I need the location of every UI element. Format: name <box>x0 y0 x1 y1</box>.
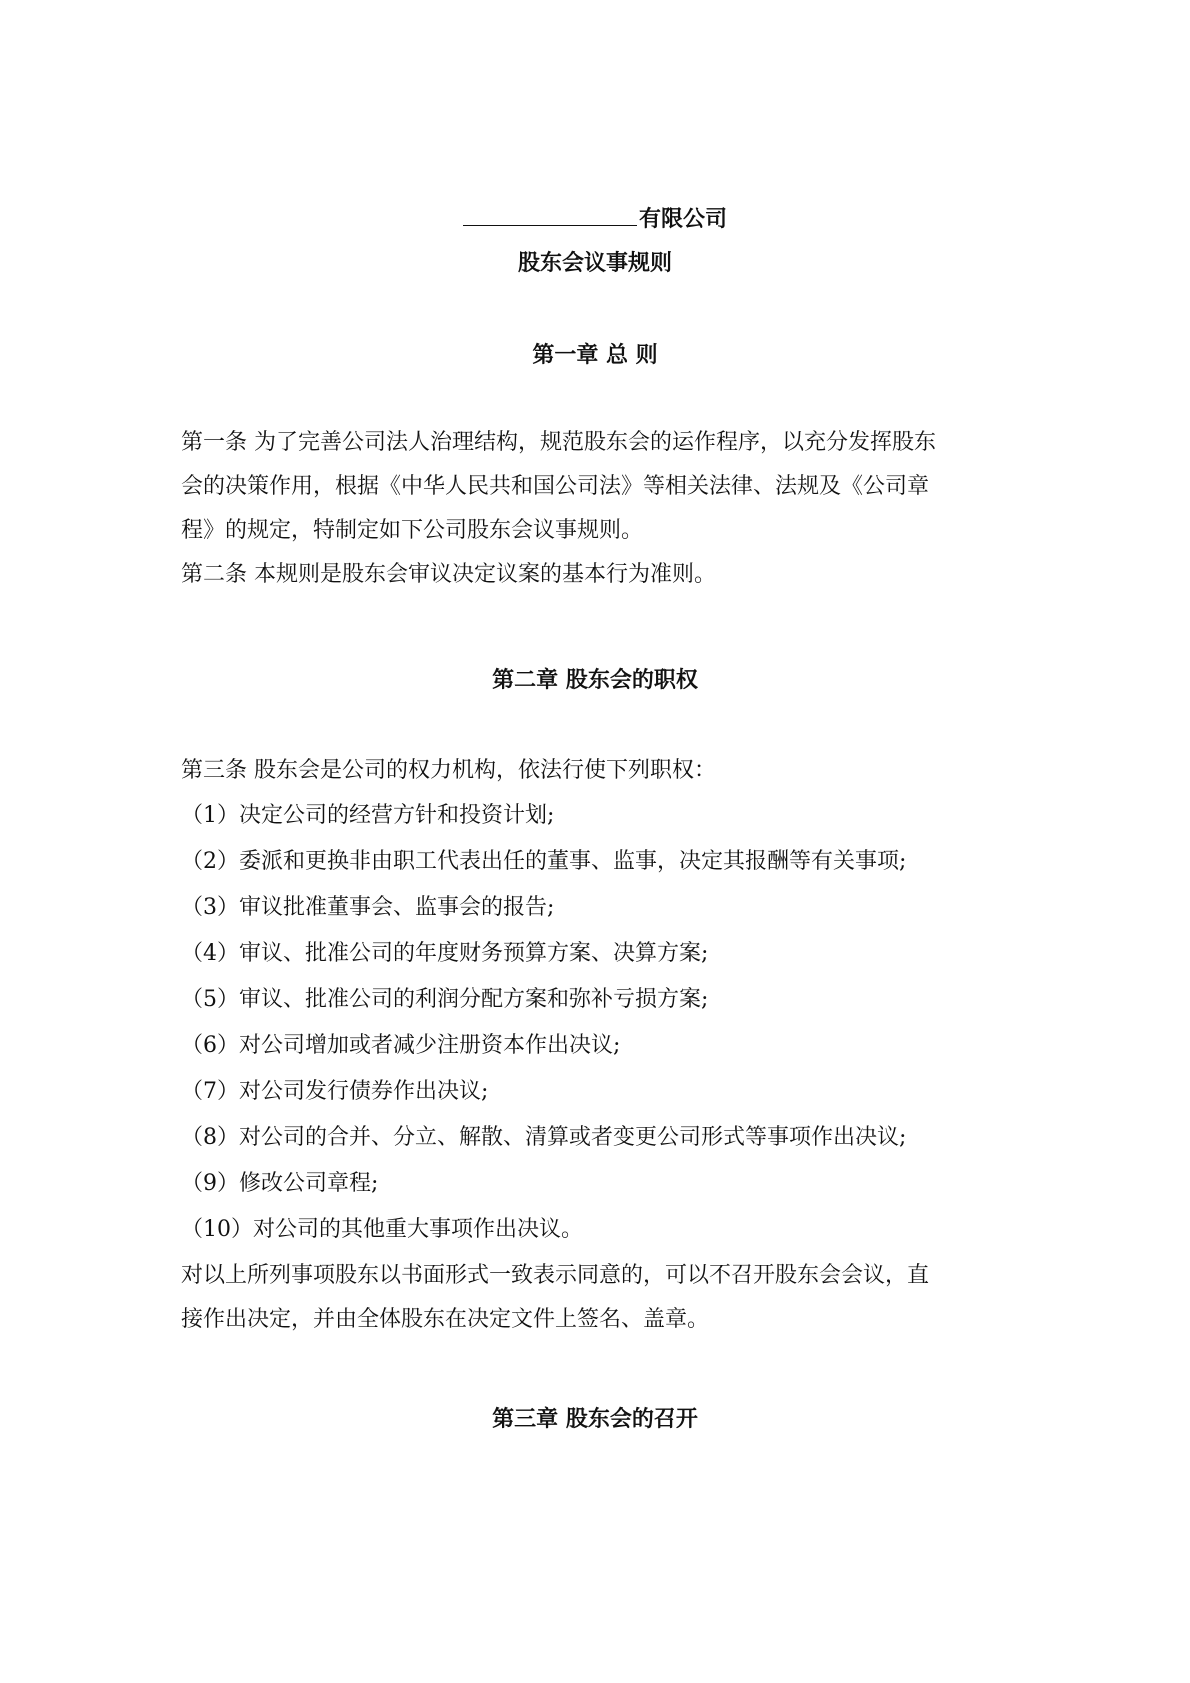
list-item: （7）对公司发行债券作出决议; <box>181 1079 489 1104</box>
company-name-blank <box>463 203 637 226</box>
article-3-intro: 第三条 股东会是公司的权力机构，依法行使下列职权： <box>181 758 716 783</box>
article-1-line-1: 第一条 为了完善公司法人治理结构，规范股东会的运作程序，以充分发挥股东 <box>181 430 936 455</box>
list-item: （3）审议批准董事会、监事会的报告; <box>181 895 555 920</box>
article-3-closing-line-1: 对以上所列事项股东以书面形式一致表示同意的，可以不召开股东会会议，直 <box>181 1263 930 1288</box>
document-title: 股东会议事规则 <box>517 250 672 276</box>
list-item: （2）委派和更换非由职工代表出任的董事、监事，决定其报酬等有关事项; <box>181 849 907 874</box>
company-suffix: 有限公司 <box>638 206 727 232</box>
article-1-line-2: 会的决策作用，根据《中华人民共和国公司法》等相关法律、法规及《公司章 <box>181 474 930 499</box>
list-item: （9）修改公司章程; <box>181 1171 379 1196</box>
article-1-line-3: 程》的规定，特制定如下公司股东会议事规则。 <box>181 518 644 543</box>
list-item: （8）对公司的合并、分立、解散、清算或者变更公司形式等事项作出决议; <box>181 1125 907 1150</box>
article-2: 第二条 本规则是股东会审议决定议案的基本行为准则。 <box>181 562 716 587</box>
company-name-line <box>0 203 1190 234</box>
list-item: （6）对公司增加或者减少注册资本作出决议; <box>181 1033 621 1058</box>
chapter-2-heading: 第二章 股东会的职权 <box>492 667 698 693</box>
list-item: （5）审议、批准公司的利润分配方案和弥补亏损方案; <box>181 987 709 1012</box>
list-item: （1）决定公司的经营方针和投资计划; <box>181 803 555 828</box>
list-item: （10）对公司的其他重大事项作出决议。 <box>181 1217 583 1242</box>
chapter-3-heading: 第三章 股东会的召开 <box>492 1406 698 1432</box>
list-item: （4）审议、批准公司的年度财务预算方案、决算方案; <box>181 941 709 966</box>
article-3-closing-line-2: 接作出决定，并由全体股东在决定文件上签名、盖章。 <box>181 1307 710 1332</box>
chapter-1-heading: 第一章 总 则 <box>532 342 658 368</box>
